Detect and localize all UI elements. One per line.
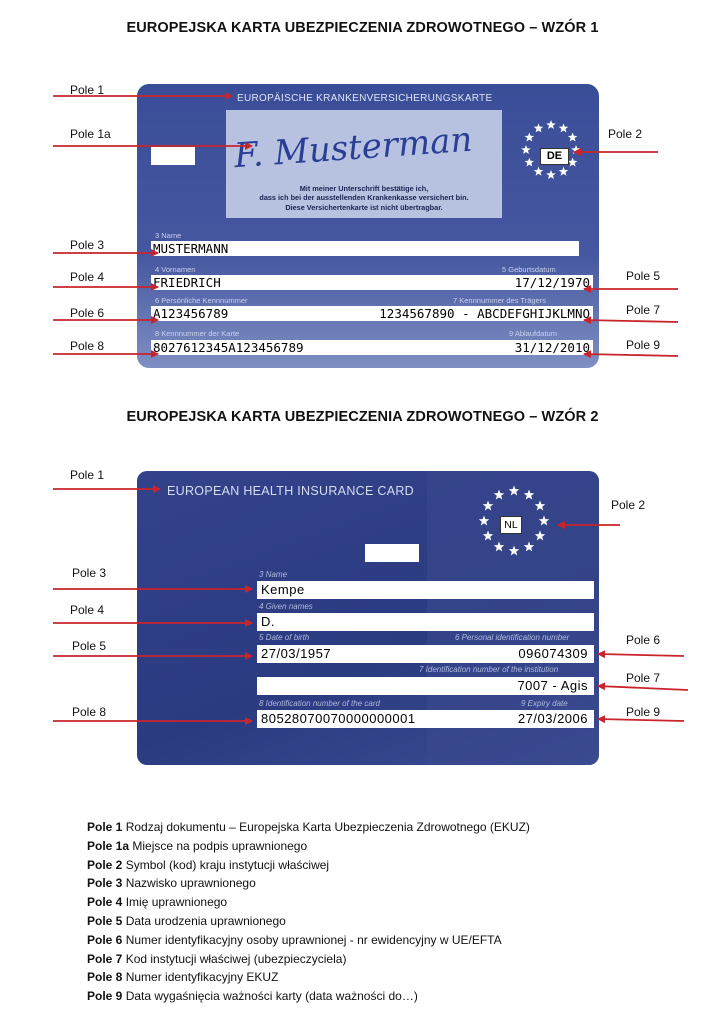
legend-text: Imię uprawnionego	[122, 895, 228, 910]
legend-text: Data urodzenia uprawnionego	[122, 913, 286, 928]
card2-field-7: 7007 - Agis	[257, 677, 594, 695]
label-pole1-m1: Pole 1	[70, 83, 105, 97]
label-pole4-m1: Pole 4	[70, 270, 105, 284]
legend-key: Pole 2	[87, 857, 123, 872]
label-pole9-m1: Pole 9	[626, 338, 661, 352]
field-legend	[87, 818, 530, 1006]
legend-item	[87, 856, 530, 875]
card1-label-9: 9 Ablaufdatum	[509, 329, 557, 338]
card1-label-3: 3 Name	[155, 231, 182, 240]
legend-key: Pole 1	[87, 820, 123, 834]
card2-label-8: 8 Identification number of the card	[259, 699, 380, 708]
card1-field-4-5: FRIEDRICH 17/12/1970	[151, 275, 593, 290]
label-pole6-m1: Pole 6	[70, 306, 105, 320]
card1-label-6: 6 Persönliche Kennnummer	[155, 296, 248, 305]
label-pole7-m1: Pole 7	[626, 303, 661, 317]
label-pole3-m2: Pole 3	[72, 566, 107, 580]
card1-label-7: 7 Kennnummer des Trägers	[453, 296, 546, 305]
label-pole1a-m1: Pole 1a	[70, 127, 111, 141]
card2-field-5-6: 27/03/1957 096074309	[257, 645, 594, 663]
label-pole7-m2: Pole 7	[626, 671, 661, 685]
legend-key: Pole 9	[87, 989, 123, 1004]
legend-item	[87, 950, 530, 969]
legend-key: Pole 6	[87, 932, 123, 947]
legend-text: Miejsce na podpis uprawnionego	[129, 838, 308, 853]
legend-item	[87, 874, 530, 893]
card1-field-8-9: 8027612345A123456789 31/12/2010	[151, 340, 593, 355]
card2-field-4: D.	[257, 613, 594, 631]
card1-country-code: DE	[540, 148, 569, 165]
arrow-pole7-m1	[584, 320, 678, 322]
card1-field-6-7: A123456789 1234567890 - ABCDEFGHIJKLMNO	[151, 306, 593, 321]
legend-item	[87, 912, 530, 931]
card2-label-9: 9 Expiry date	[521, 699, 568, 708]
legend-text: Numer identyfikacyjny osoby uprawnionej - nr ewidencyjny w UE/EFTA	[122, 932, 502, 947]
title-model-2: EUROPEJSKA KARTA UBEZPIECZENIA ZDROWOTNEGO – WZÓR 2	[126, 409, 599, 425]
legend-text: Data wygaśnięcia ważności karty (data ważności do…)	[122, 989, 418, 1004]
legend-item	[87, 818, 530, 837]
label-pole8-m1: Pole 8	[70, 339, 105, 353]
legend-text: Kod instytucji właściwej (ubezpieczyciela)	[122, 951, 347, 966]
card2-field-8-9: 80528070070000000001 27/03/2006	[257, 710, 594, 728]
title-model-1: EUROPEJSKA KARTA UBEZPIECZENIA ZDROWOTNEGO – WZÓR 1	[126, 20, 599, 36]
legend-item	[87, 893, 530, 912]
legend-text: Symbol (kod) kraju instytucji właściwej	[122, 857, 330, 872]
label-pole5-m2: Pole 5	[72, 639, 107, 653]
legend-key: Pole 3	[87, 876, 123, 891]
card2-country-code: NL	[500, 516, 522, 534]
arrow-pole9-m2	[598, 719, 684, 721]
legend-text: Rodzaj dokumentu – Europejska Karta Ubezpieczenia Zdrowotnego (EKUZ)	[122, 820, 530, 834]
card1-signature: F. Musterman	[232, 119, 474, 177]
card1-label-4: 4 Vornamen	[155, 265, 196, 274]
label-pole5-m1: Pole 5	[626, 269, 661, 283]
card1-label-8: 8 Kennnummer der Karte	[155, 329, 240, 338]
label-pole9-m2: Pole 9	[626, 705, 661, 719]
legend-item	[87, 987, 530, 1006]
card2-label-3: 3 Name	[259, 570, 288, 579]
arrow-pole6-m2	[598, 654, 684, 656]
arrow-pole9-m1	[584, 354, 678, 356]
card1-signature-note: Mit meiner Unterschrift bestätige ich, dass ich bei der ausstellenden Krankenkasse versichert bin. Diese Versichertenkarte ist nicht übertragbar.	[259, 184, 469, 212]
legend-item	[87, 837, 530, 856]
arrow-pole7-m2	[598, 686, 688, 690]
legend-key: Pole 1a	[87, 838, 130, 853]
label-pole2-m1: Pole 2	[608, 127, 643, 141]
legend-key: Pole 5	[87, 913, 123, 928]
card2-header: EUROPEAN HEALTH INSURANCE CARD	[167, 484, 415, 498]
card1-field-3: MUSTERMANN	[151, 241, 579, 256]
legend-text: Numer identyfikacyjny EKUZ	[122, 970, 279, 985]
legend-key: Pole 7	[87, 951, 123, 966]
label-pole6-m2: Pole 6	[626, 633, 661, 647]
card1-label-5: 5 Geburtsdatum	[502, 265, 556, 274]
card2-field-3: Kempe	[257, 581, 594, 599]
label-pole3-m1: Pole 3	[70, 238, 105, 252]
legend-key: Pole 4	[87, 895, 123, 910]
legend-key: Pole 8	[87, 970, 123, 985]
card2-label-6: 6 Personal identification number	[455, 633, 570, 642]
legend-item	[87, 931, 530, 950]
legend-text: Nazwisko uprawnionego	[122, 876, 256, 891]
label-pole2-m2: Pole 2	[611, 498, 646, 512]
card2-label-5: 5 Date of birth	[259, 633, 310, 642]
card2-label-7: 7 Identification number of the institution	[419, 665, 559, 674]
label-pole4-m2: Pole 4	[70, 603, 105, 617]
legend-item	[87, 968, 530, 987]
card2-label-4: 4 Given names	[259, 602, 313, 611]
label-pole1-m2: Pole 1	[70, 468, 105, 482]
card1-header: EUROPÄISCHE KRANKENVERSICHERUNGSKARTE	[237, 93, 493, 104]
label-pole8-m2: Pole 8	[72, 705, 107, 719]
